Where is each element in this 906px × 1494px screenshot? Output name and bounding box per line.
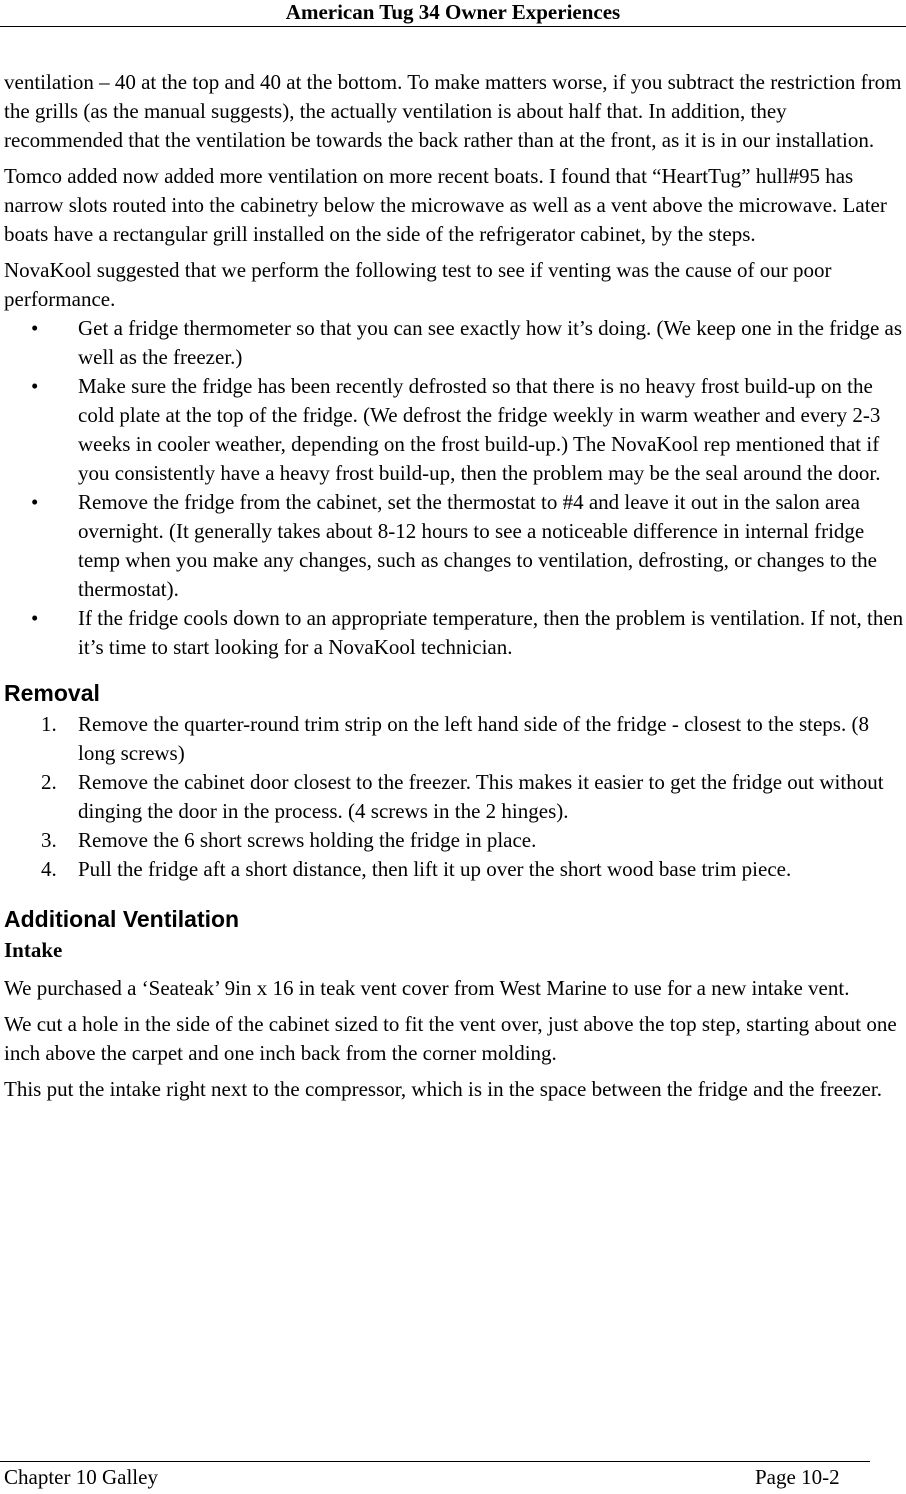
step-number: 4.: [41, 857, 57, 881]
list-item: 1. Remove the quarter-round trim strip on the left hand side of the fridge - closest to the steps. (8 long screws): [41, 712, 869, 765]
additional-ventilation-heading: Additional Ventilation: [4, 906, 240, 932]
step-number: 3.: [41, 828, 57, 852]
removal-steps-list: [4, 710, 904, 884]
paragraph-novakool: NovaKool suggested that we perform the following test to see if venting was the cause of our poor performance.: [4, 258, 832, 311]
list-item: 4. Pull the fridge aft a short distance, then lift it up over the short wood base trim piece.: [4, 855, 904, 884]
intake-subheading: Intake: [4, 938, 63, 962]
paragraph-intake-location: This put the intake right next to the compressor, which is in the space between the fridge and the freezer.: [4, 1077, 882, 1101]
list-item: • Make sure the fridge has been recently defrosted so that there is no heavy frost build-up on the cold plate at the top of the fridge. (We defrost the fridge weekly in warm weather and every 2-3 weeks in cooler weather, depending on the frost build-up.) The NovaKool rep mentioned that if you consistently have a heavy frost build-up, then the problem may be the seal around the door.: [31, 374, 881, 485]
list-item: • If the fridge cools down to an appropriate temperature, then the problem is ventilation. If not, then it’s time to start looking for a NovaKool technician.: [31, 606, 904, 659]
bullet-icon: •: [31, 374, 39, 398]
page-header: [0, 0, 906, 27]
removal-heading: Removal: [4, 680, 100, 706]
bullet-icon: •: [31, 606, 39, 630]
step-number: 2.: [41, 770, 57, 794]
paragraph-tomco: Tomco added now added more ventilation on more recent boats. I found that “HeartTug” hull#95 has narrow slots routed into the cabinetry below the microwave as well as a vent above the microwave. Later boats have a rectangular grill installed on the side of the refrigerator cabinet, by the steps.: [4, 164, 887, 246]
list-item: 2. Remove the cabinet door closest to the freezer. This makes it easier to get the fridge out without dinging the door in the process. (4 screws in the 2 hinges).: [41, 770, 884, 823]
step-number: 1.: [41, 712, 57, 736]
paragraph-ventilation: ventilation – 40 at the top and 40 at the bottom. To make matters worse, if you subtract the restriction from the grills (as the manual suggests), the actually ventilation is about half that. In addition, they recommended that the ventilation be towards the back rather than at the front, as it is in our installation.: [4, 70, 902, 152]
footer-page-number: Page 10-2: [755, 1465, 840, 1489]
test-steps-list: [4, 314, 904, 662]
paragraph-cut-hole: We cut a hole in the side of the cabinet sized to fit the vent over, just above the top step, starting about one inch above the carpet and one inch back from the corner molding.: [4, 1012, 897, 1065]
bullet-icon: •: [31, 490, 39, 514]
document-title: American Tug 34 Owner Experiences: [285, 0, 621, 24]
list-item: 3. Remove the 6 short screws holding the fridge in place.: [4, 826, 904, 855]
list-item: • Remove the fridge from the cabinet, set the thermostat to #4 and leave it out in the salon area overnight. (It generally takes about 8-12 hours to see a noticeable difference in internal fridge temp when you make any changes, such as changes to ventilation, defrosting, or changes to the thermostat).: [31, 490, 877, 601]
bullet-icon: •: [31, 316, 39, 340]
paragraph-seateak: We purchased a ‘Seateak’ 9in x 16 in teak vent cover from West Marine to use for a new intake vent.: [4, 976, 850, 1000]
page-content: [4, 68, 904, 1111]
footer-chapter: Chapter 10 Galley: [4, 1465, 158, 1489]
list-item: • Get a fridge thermometer so that you can see exactly how it’s doing. (We keep one in the fridge as well as the freezer.): [31, 316, 903, 369]
footer-divider: [0, 1461, 870, 1462]
